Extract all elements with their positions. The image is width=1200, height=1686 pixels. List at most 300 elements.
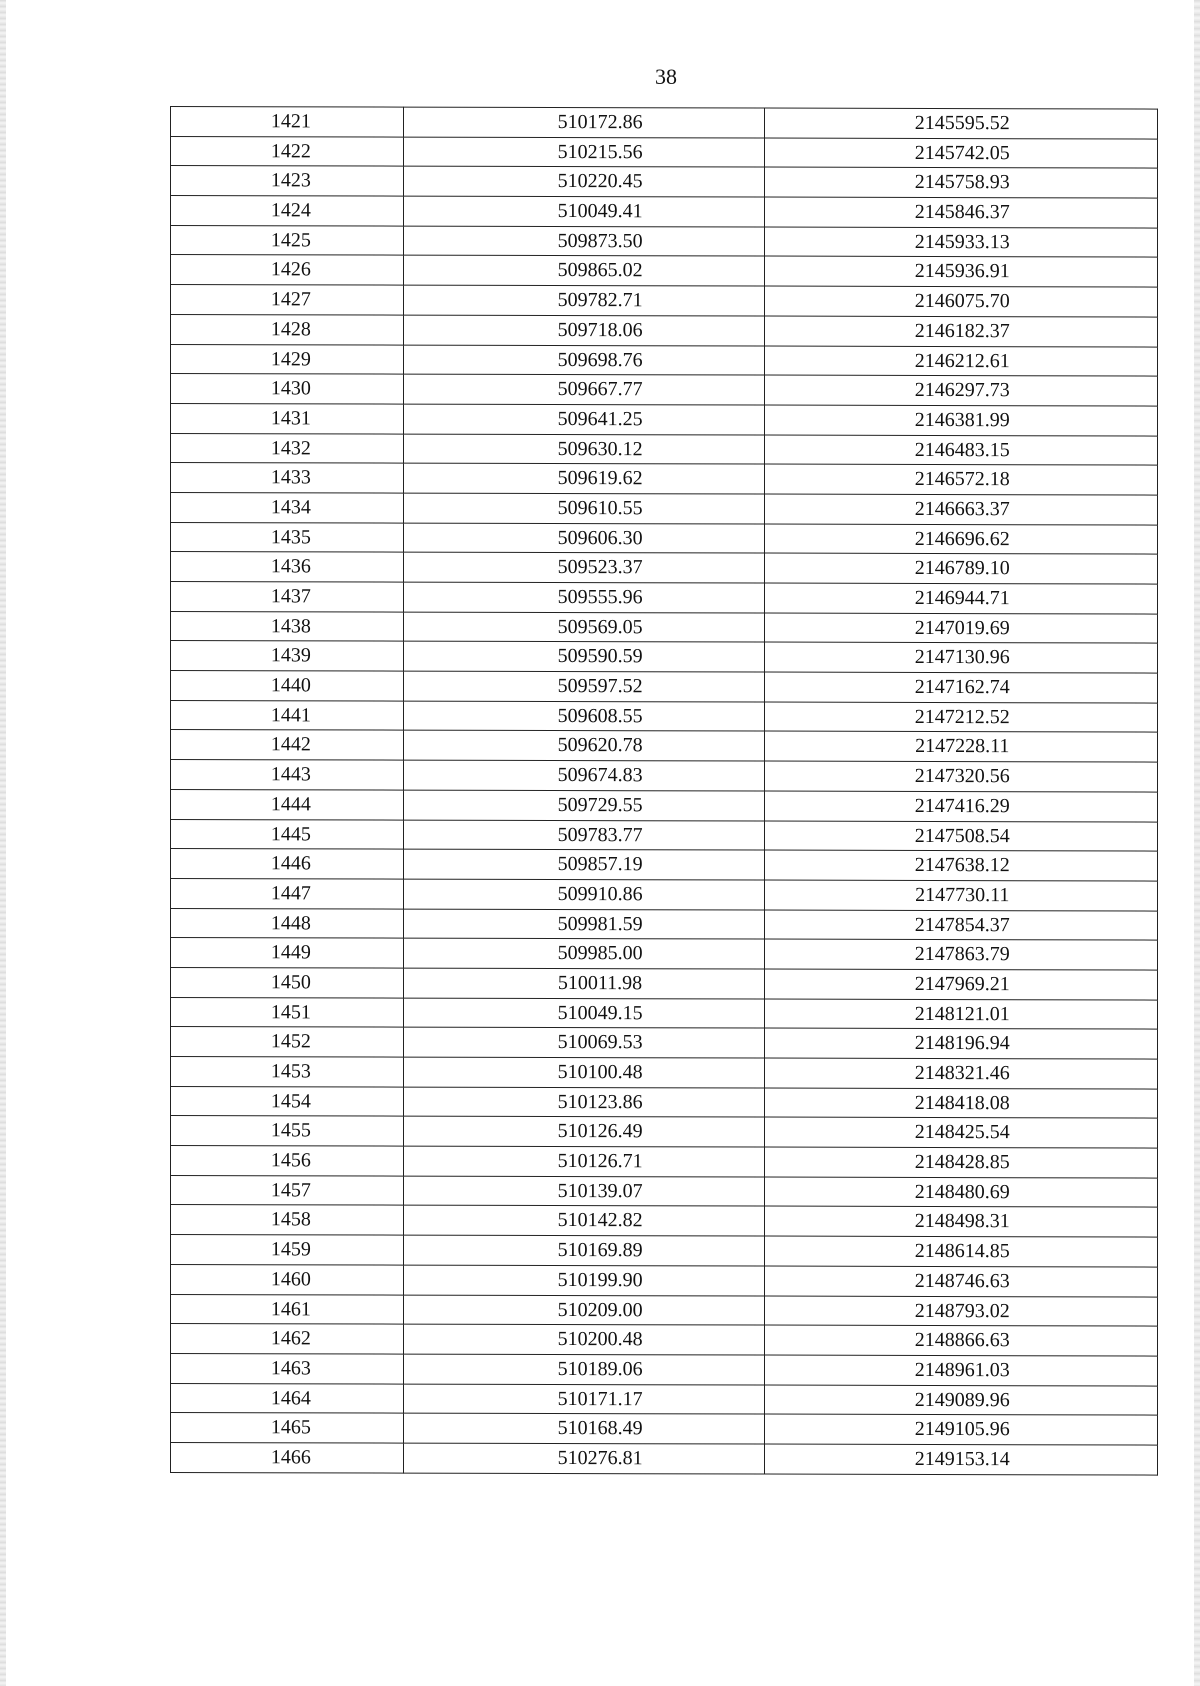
cell-text: 2148428.85: [914, 1151, 1010, 1174]
cell-text: 509698.76: [557, 348, 643, 371]
cell-text: 510276.81: [557, 1446, 643, 1470]
x-coordinate-cell: [403, 938, 765, 969]
point-number-cell: [171, 1294, 404, 1324]
cell-text: 509620.78: [557, 734, 643, 757]
table-row: [171, 908, 1158, 940]
table-row: [171, 1146, 1158, 1178]
cell-text: 509674.83: [557, 764, 643, 787]
y-coordinate-cell: [765, 524, 1158, 555]
cell-text: 2149153.14: [914, 1447, 1010, 1471]
y-coordinate-cell: [765, 1177, 1158, 1208]
table-row: [171, 403, 1158, 435]
y-coordinate-cell: [765, 435, 1158, 466]
y-coordinate-cell: [765, 1236, 1158, 1267]
x-coordinate-cell: [403, 345, 765, 376]
table-row: [171, 344, 1158, 376]
x-coordinate-cell: [403, 998, 765, 1029]
x-coordinate-cell: [403, 196, 765, 227]
table-row: [171, 1086, 1158, 1118]
cell-text: 1433: [270, 466, 311, 489]
y-coordinate-cell: [765, 553, 1158, 584]
point-number-cell: [171, 107, 404, 137]
cell-text: 2148614.85: [914, 1240, 1010, 1263]
x-coordinate-cell: [403, 1443, 765, 1474]
y-coordinate-cell: [765, 1296, 1158, 1327]
cell-text: 1455: [270, 1119, 311, 1142]
cell-text: 2147162.74: [914, 676, 1010, 699]
cell-text: 2147416.29: [914, 794, 1010, 818]
scan-edge-left: [0, 0, 6, 1686]
table-row: [171, 789, 1158, 821]
y-coordinate-cell: [765, 197, 1158, 228]
cell-text: 509523.37: [557, 556, 643, 579]
table-row: [171, 492, 1158, 524]
cell-text: 510126.71: [557, 1150, 643, 1173]
point-number-cell: [171, 1235, 404, 1265]
y-coordinate-cell: [765, 880, 1158, 911]
point-number-cell: [171, 641, 404, 671]
cell-text: 2146212.61: [914, 349, 1010, 372]
point-number-cell: [171, 1413, 404, 1443]
table-row: [171, 225, 1158, 257]
cell-text: 1448: [270, 911, 311, 934]
cell-text: 510199.90: [557, 1268, 643, 1292]
cell-text: 2147212.52: [914, 705, 1010, 728]
cell-text: 1441: [270, 704, 311, 727]
cell-text: 2145846.37: [914, 201, 1010, 224]
cell-text: 1456: [270, 1149, 311, 1172]
x-coordinate-cell: [403, 166, 765, 197]
x-coordinate-cell: [403, 1057, 765, 1088]
cell-text: 1426: [270, 258, 311, 281]
x-coordinate-cell: [403, 1324, 765, 1355]
y-coordinate-cell: [765, 405, 1158, 436]
x-coordinate-cell: [403, 1295, 765, 1326]
x-coordinate-cell: [403, 968, 765, 999]
table-row: [171, 1324, 1158, 1356]
table-row: [171, 196, 1158, 228]
cell-text: 509630.12: [557, 437, 643, 460]
cell-text: 1429: [270, 347, 311, 370]
cell-text: 1442: [270, 733, 311, 756]
cell-text: 1427: [270, 288, 311, 311]
cell-text: 510168.49: [557, 1417, 643, 1440]
point-number-cell: [171, 314, 404, 344]
x-coordinate-cell: [403, 493, 765, 524]
cell-text: 1440: [270, 674, 311, 697]
cell-text: 510069.53: [557, 1031, 643, 1054]
table-row: [171, 1027, 1158, 1059]
cell-text: 2145933.13: [914, 230, 1010, 253]
cell-text: 1444: [270, 793, 311, 816]
cell-text: 509783.77: [557, 823, 643, 846]
cell-text: 509619.62: [557, 467, 643, 490]
point-number-cell: [171, 700, 404, 730]
x-coordinate-cell: [403, 434, 765, 465]
point-number-cell: [171, 878, 404, 908]
cell-text: 1425: [270, 229, 311, 252]
y-coordinate-cell: [765, 672, 1158, 703]
cell-text: 510049.15: [557, 1001, 643, 1024]
table-row: [171, 760, 1158, 792]
cell-text: 2149089.96: [914, 1388, 1010, 1411]
point-number-cell: [171, 225, 404, 255]
y-coordinate-cell: [765, 1385, 1158, 1416]
y-coordinate-cell: [765, 494, 1158, 525]
point-number-cell: [171, 374, 404, 404]
cell-text: 1435: [270, 525, 311, 548]
y-coordinate-cell: [765, 761, 1158, 792]
cell-text: 510171.17: [557, 1387, 643, 1410]
table-row: [171, 582, 1158, 614]
table-row: [171, 463, 1158, 495]
y-coordinate-cell: [765, 821, 1158, 852]
cell-text: 1450: [270, 971, 311, 994]
point-number-cell: [171, 1057, 404, 1087]
cell-text: 1428: [270, 318, 311, 341]
cell-text: 1465: [270, 1416, 311, 1439]
y-coordinate-cell: [765, 969, 1158, 1000]
cell-text: 2146075.70: [914, 290, 1010, 313]
table-row: [171, 1235, 1158, 1267]
y-coordinate-cell: [765, 999, 1158, 1030]
table-row: [171, 1353, 1158, 1385]
cell-text: 2148196.94: [914, 1032, 1010, 1055]
table-row: [171, 997, 1158, 1029]
point-number-cell: [171, 1086, 404, 1116]
cell-text: 2147019.69: [914, 616, 1010, 639]
x-coordinate-cell: [403, 582, 765, 613]
table-row: [171, 374, 1158, 406]
coordinate-table: [170, 106, 1158, 1475]
cell-text: 1464: [270, 1386, 311, 1409]
x-coordinate-cell: [403, 404, 765, 435]
table-row: [171, 671, 1158, 703]
table-row: [171, 285, 1158, 317]
cell-text: 2145742.05: [914, 141, 1010, 164]
table-row: [171, 1264, 1158, 1296]
table-body: [171, 107, 1158, 1475]
table-row: [171, 107, 1158, 139]
cell-text: 1452: [270, 1030, 311, 1053]
x-coordinate-cell: [403, 1265, 765, 1296]
point-number-cell: [171, 582, 404, 612]
cell-text: 2149105.96: [914, 1418, 1010, 1441]
y-coordinate-cell: [765, 1147, 1158, 1178]
scan-edge-right: [1194, 0, 1200, 1686]
point-number-cell: [171, 760, 404, 790]
table-row: [171, 849, 1158, 881]
table-row: [171, 878, 1158, 910]
table-row: [171, 1116, 1158, 1148]
cell-text: 2146572.18: [914, 468, 1010, 491]
table-row: [171, 433, 1158, 465]
cell-text: 1422: [270, 139, 311, 163]
point-number-cell: [171, 819, 404, 849]
x-coordinate-cell: [403, 909, 765, 940]
y-coordinate-cell: [765, 1325, 1158, 1356]
cell-text: 509718.06: [557, 318, 643, 342]
table-row: [171, 1413, 1158, 1445]
table-row: [171, 522, 1158, 554]
x-coordinate-cell: [403, 760, 765, 791]
cell-text: 1457: [270, 1179, 311, 1202]
cell-text: 2148418.08: [914, 1091, 1010, 1114]
point-number-cell: [171, 789, 404, 819]
cell-text: 2148746.63: [914, 1269, 1010, 1293]
cell-text: 509597.52: [557, 675, 643, 698]
cell-text: 510172.86: [557, 111, 643, 134]
cell-text: 510139.07: [557, 1179, 643, 1202]
cell-text: 1421: [270, 110, 311, 133]
y-coordinate-cell: [765, 583, 1158, 614]
x-coordinate-cell: [403, 790, 765, 821]
cell-text: 1432: [270, 436, 311, 459]
y-coordinate-cell: [765, 939, 1158, 970]
cell-text: 2145758.93: [914, 171, 1010, 194]
y-coordinate-cell: [765, 464, 1158, 495]
point-number-cell: [171, 1353, 404, 1383]
x-coordinate-cell: [403, 315, 765, 346]
cell-text: 510189.06: [557, 1357, 643, 1381]
cell-text: 1466: [270, 1446, 311, 1469]
cell-text: 2147969.21: [914, 972, 1010, 996]
point-number-cell: [171, 433, 404, 463]
x-coordinate-cell: [403, 463, 765, 494]
y-coordinate-cell: [765, 1206, 1158, 1237]
table-row: [171, 1294, 1158, 1326]
point-number-cell: [171, 1027, 404, 1057]
table-row: [171, 1383, 1158, 1415]
cell-text: 1437: [270, 585, 311, 608]
point-number-cell: [171, 403, 404, 433]
y-coordinate-cell: [765, 642, 1158, 673]
y-coordinate-cell: [765, 1088, 1158, 1119]
cell-text: 2148498.31: [914, 1210, 1010, 1233]
cell-text: 1449: [270, 941, 311, 964]
cell-text: 1434: [270, 496, 311, 519]
y-coordinate-cell: [765, 791, 1158, 822]
cell-text: 509606.30: [557, 526, 643, 549]
x-coordinate-cell: [403, 1413, 765, 1444]
y-coordinate-cell: [765, 316, 1158, 347]
cell-text: 2148121.01: [914, 1002, 1010, 1025]
cell-text: 510220.45: [557, 170, 643, 193]
cell-text: 2147228.11: [915, 735, 1010, 758]
table-row: [171, 1057, 1158, 1089]
point-number-cell: [171, 1442, 404, 1472]
table-row: [171, 730, 1158, 762]
y-coordinate-cell: [765, 138, 1158, 169]
y-coordinate-cell: [765, 910, 1158, 941]
cell-text: 510200.48: [557, 1328, 643, 1351]
cell-text: 1443: [270, 763, 311, 786]
y-coordinate-cell: [765, 850, 1158, 881]
x-coordinate-cell: [403, 1027, 765, 1058]
cell-text: 2148961.03: [914, 1358, 1010, 1382]
x-coordinate-cell: [403, 256, 765, 287]
table-row: [171, 1442, 1158, 1474]
cell-text: 2148321.46: [914, 1061, 1010, 1085]
x-coordinate-cell: [403, 374, 765, 405]
point-number-cell: [171, 492, 404, 522]
page-number: 38: [655, 64, 677, 89]
cell-text: 2147863.79: [914, 943, 1010, 966]
cell-text: 1430: [270, 377, 311, 400]
x-coordinate-cell: [403, 820, 765, 851]
cell-text: 509910.86: [557, 882, 643, 906]
point-number-cell: [171, 166, 404, 196]
y-coordinate-cell: [765, 375, 1158, 406]
point-number-cell: [171, 730, 404, 760]
cell-text: 2146297.73: [914, 379, 1010, 402]
cell-text: 509590.59: [557, 645, 643, 668]
x-coordinate-cell: [403, 1176, 765, 1207]
x-coordinate-cell: [403, 523, 765, 554]
cell-text: 1459: [270, 1238, 311, 1261]
cell-text: 1436: [270, 555, 311, 578]
point-number-cell: [171, 611, 404, 641]
y-coordinate-cell: [765, 167, 1158, 198]
cell-text: 510049.41: [557, 200, 643, 223]
x-coordinate-cell: [403, 1116, 765, 1147]
cell-text: 509729.55: [557, 793, 643, 817]
table-row: [171, 611, 1158, 643]
point-number-cell: [171, 1324, 404, 1354]
x-coordinate-cell: [403, 731, 765, 762]
table-row: [171, 938, 1158, 970]
cell-text: 2148866.63: [914, 1329, 1010, 1352]
y-coordinate-cell: [765, 1266, 1158, 1297]
cell-text: 1461: [270, 1297, 311, 1320]
cell-text: 509610.55: [557, 496, 643, 520]
point-number-cell: [171, 1175, 404, 1205]
x-coordinate-cell: [403, 641, 765, 672]
y-coordinate-cell: [765, 1355, 1158, 1386]
y-coordinate-cell: [765, 613, 1158, 644]
cell-text: 1453: [270, 1060, 311, 1083]
point-number-cell: [171, 136, 404, 166]
point-number-cell: [171, 344, 404, 374]
cell-text: 509865.02: [557, 259, 643, 282]
cell-text: 2148425.54: [914, 1121, 1010, 1144]
x-coordinate-cell: [403, 226, 765, 257]
cell-text: 1463: [270, 1357, 311, 1380]
cell-text: 509857.19: [557, 853, 643, 876]
point-number-cell: [171, 463, 404, 493]
x-coordinate-cell: [403, 552, 765, 583]
cell-text: 1438: [270, 614, 311, 638]
cell-text: 509555.96: [557, 586, 643, 609]
y-coordinate-cell: [765, 1058, 1158, 1089]
y-coordinate-cell: [765, 346, 1158, 377]
y-coordinate-cell: [765, 227, 1158, 258]
cell-text: 1423: [270, 169, 311, 192]
point-number-cell: [171, 1116, 404, 1146]
cell-text: 2146663.37: [914, 497, 1010, 521]
table-row: [171, 166, 1158, 198]
cell-text: 1458: [270, 1208, 311, 1231]
x-coordinate-cell: [403, 671, 765, 702]
cell-text: 2147638.12: [914, 854, 1010, 877]
point-number-cell: [171, 1205, 404, 1235]
cell-text: 510126.49: [557, 1120, 643, 1143]
cell-text: 509985.00: [557, 942, 643, 965]
x-coordinate-cell: [403, 1235, 765, 1266]
y-coordinate-cell: [765, 256, 1158, 287]
x-coordinate-cell: [403, 849, 765, 880]
x-coordinate-cell: [403, 1384, 765, 1415]
cell-text: 2147508.54: [914, 824, 1010, 847]
cell-text: 509873.50: [557, 229, 643, 252]
x-coordinate-cell: [403, 1146, 765, 1177]
y-coordinate-cell: [765, 108, 1158, 139]
cell-text: 1462: [270, 1327, 311, 1350]
cell-text: 510100.48: [557, 1061, 643, 1084]
x-coordinate-cell: [403, 1087, 765, 1118]
point-number-cell: [171, 1264, 404, 1294]
x-coordinate-cell: [403, 701, 765, 732]
x-coordinate-cell: [403, 285, 765, 316]
cell-text: 1447: [270, 882, 311, 905]
cell-text: 1439: [270, 644, 311, 667]
y-coordinate-cell: [765, 731, 1158, 762]
cell-text: 2146944.71: [914, 586, 1010, 610]
point-number-cell: [171, 255, 404, 285]
cell-text: 509569.05: [557, 615, 643, 638]
x-coordinate-cell: [403, 137, 765, 168]
cell-text: 2146381.99: [914, 408, 1010, 432]
cell-text: 2146483.15: [914, 438, 1010, 461]
point-number-cell: [171, 522, 404, 552]
x-coordinate-cell: [403, 612, 765, 643]
y-coordinate-cell: [765, 1414, 1158, 1445]
x-coordinate-cell: [403, 107, 765, 138]
point-number-cell: [171, 997, 404, 1027]
x-coordinate-cell: [403, 879, 765, 910]
table-row: [171, 641, 1158, 673]
y-coordinate-cell: [765, 1117, 1158, 1148]
cell-text: 2147130.96: [914, 646, 1010, 669]
point-number-cell: [171, 908, 404, 938]
cell-text: 510011.98: [557, 971, 643, 995]
table-row: [171, 1175, 1158, 1207]
cell-text: 1445: [270, 822, 311, 845]
cell-text: 1454: [270, 1089, 311, 1113]
cell-text: 509641.25: [557, 407, 643, 431]
cell-text: 509667.77: [557, 378, 643, 401]
table-row: [171, 967, 1158, 999]
point-number-cell: [171, 1383, 404, 1413]
cell-text: 2147730.11: [915, 883, 1010, 907]
table-row: [171, 1205, 1158, 1237]
x-coordinate-cell: [403, 1206, 765, 1237]
cell-text: 2146789.10: [914, 557, 1010, 580]
y-coordinate-cell: [765, 286, 1158, 317]
cell-text: 2146182.37: [914, 319, 1010, 343]
cell-text: 1446: [270, 852, 311, 875]
point-number-cell: [171, 552, 404, 582]
point-number-cell: [171, 1146, 404, 1176]
cell-text: 2147854.37: [914, 913, 1010, 936]
cell-text: 510142.82: [557, 1209, 643, 1232]
point-number-cell: [171, 196, 404, 226]
y-coordinate-cell: [765, 1444, 1158, 1475]
table-row: [171, 314, 1158, 346]
cell-text: 2148793.02: [914, 1299, 1010, 1322]
cell-text: 1431: [270, 407, 311, 430]
y-coordinate-cell: [765, 1028, 1158, 1059]
